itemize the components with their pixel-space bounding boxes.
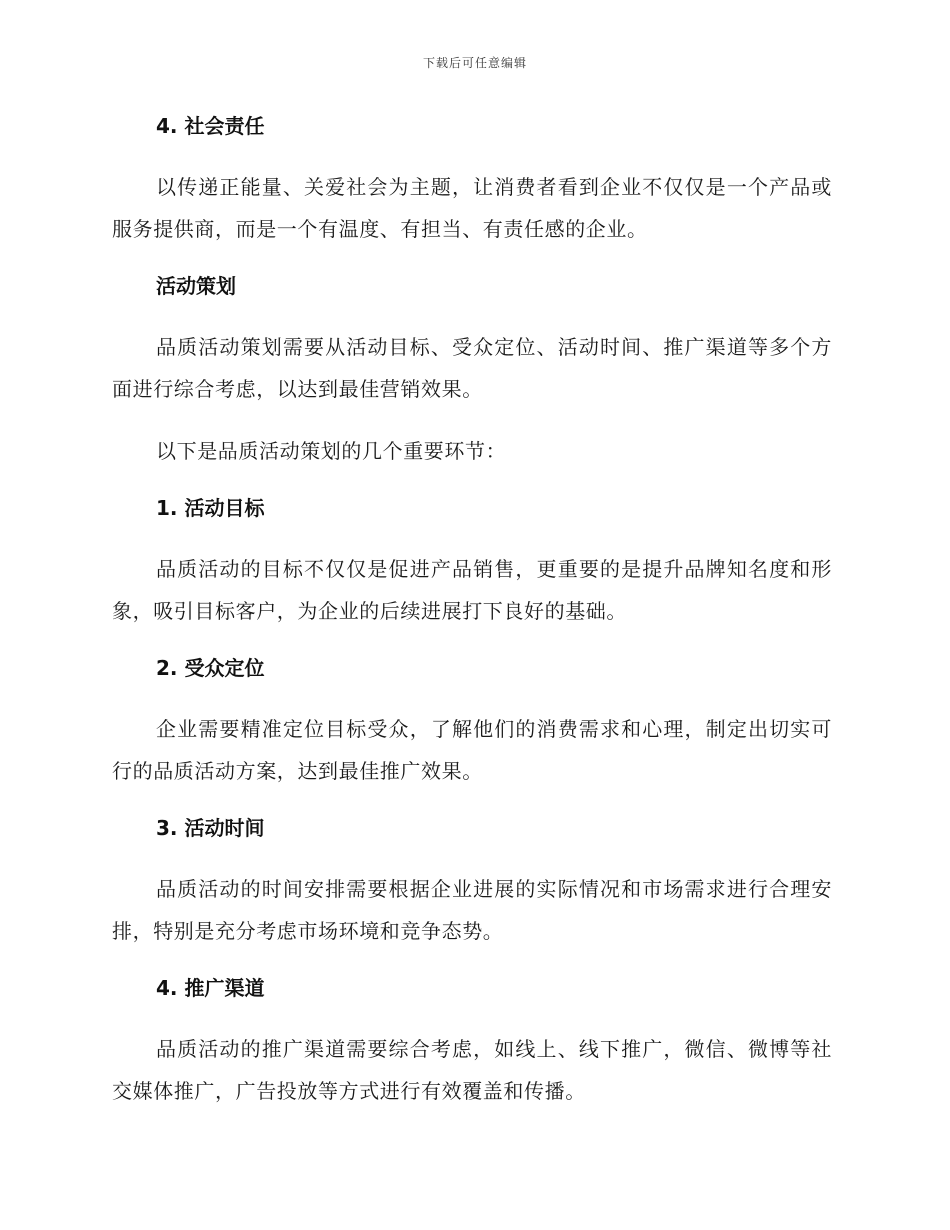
paragraph-activity-goal: 品质活动的目标不仅仅是促进产品销售，更重要的是提升品牌知名度和形象，吸引目标客户，为企业的后续进展打下良好的基础。 [112, 557, 832, 623]
section-heading-activity-goal: 1. 活动目标 [156, 496, 265, 520]
section-heading-promotion-channels: 4. 推广渠道 [156, 976, 265, 1000]
section-heading-social-responsibility: 4. 社会责任 [156, 114, 265, 138]
section-heading-activity-time: 3. 活动时间 [156, 816, 265, 840]
paragraph-key-steps-intro: 以下是品质活动策划的几个重要环节： [156, 439, 507, 463]
section-heading-activity-planning: 活动策划 [156, 274, 236, 298]
paragraph-promotion-channels: 品质活动的推广渠道需要综合考虑，如线上、线下推广，微信、微博等社交媒体推广，广告投放等方式进行有效覆盖和传播。 [112, 1037, 832, 1103]
paragraph-social-responsibility: 以传递正能量、关爱社会为主题，让消费者看到企业不仅仅是一个产品或服务提供商，而是一个有温度、有担当、有责任感的企业。 [112, 175, 832, 241]
page-header: 下载后可任意编辑 [422, 56, 527, 70]
section-heading-audience: 2. 受众定位 [156, 656, 265, 680]
paragraph-activity-planning: 品质活动策划需要从活动目标、受众定位、活动时间、推广渠道等多个方面进行综合考虑，以达到最佳营销效果。 [112, 335, 832, 401]
paragraph-activity-time: 品质活动的时间安排需要根据企业进展的实际情况和市场需求进行合理安排，特别是充分考虑市场环境和竞争态势。 [112, 877, 832, 943]
paragraph-audience: 企业需要精准定位目标受众，了解他们的消费需求和心理，制定出切实可行的品质活动方案，达到最佳推广效果。 [112, 717, 832, 783]
document-body [112, 110, 832, 1132]
